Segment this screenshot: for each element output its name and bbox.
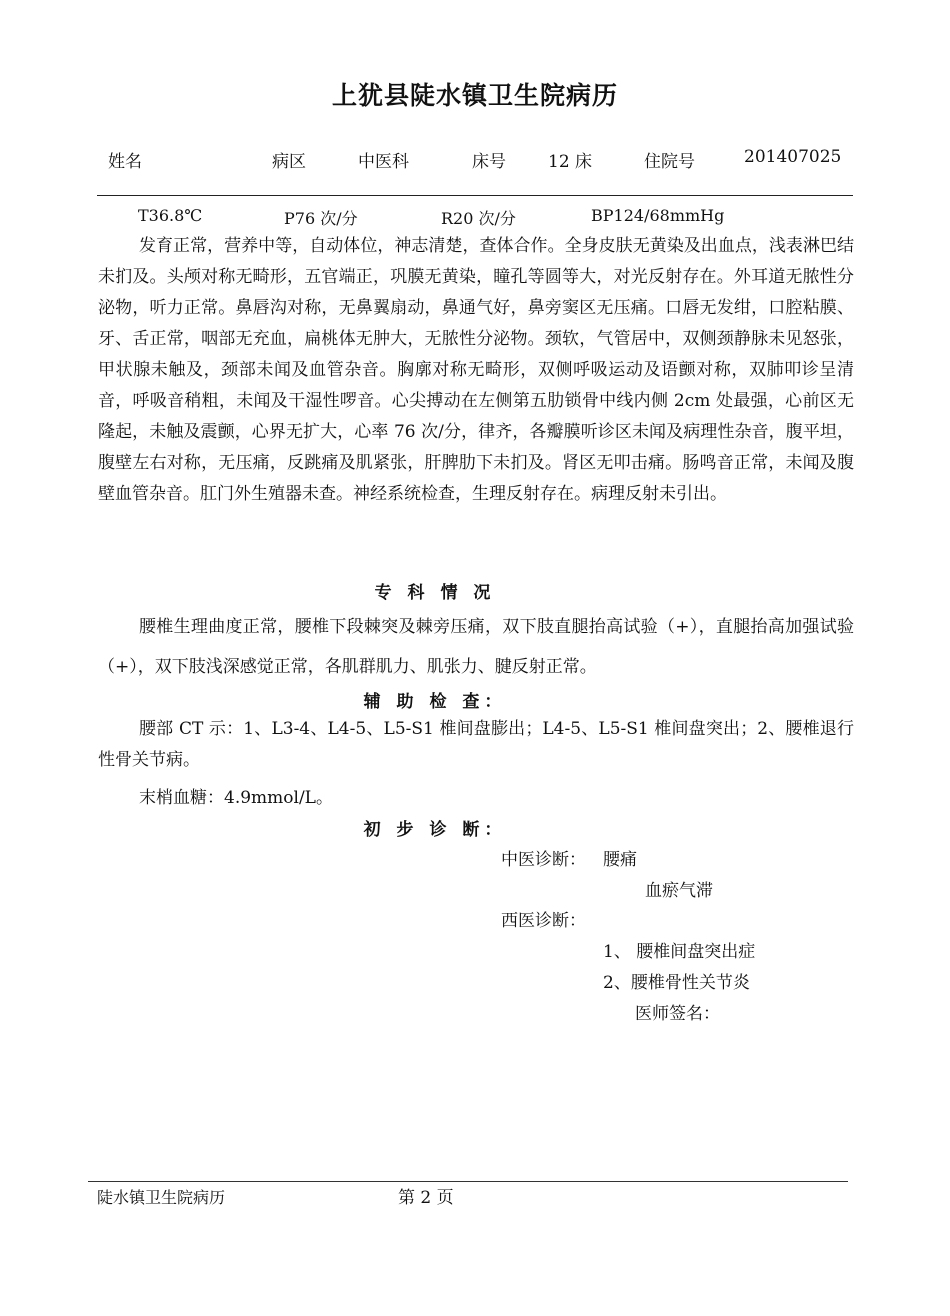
admission-label: 住院号 — [644, 152, 695, 172]
admission-number: 201407025 — [744, 147, 842, 167]
temperature: T36.8℃ — [138, 206, 203, 225]
specialty-paragraph: 腰椎生理曲度正常，腰椎下段棘突及棘旁压痛，双下肢直腿抬高试验（+），直腿抬高加强试验（+），双下肢浅深感觉正常，各肌群肌力、肌张力、腱反射正常。 — [98, 617, 854, 677]
ward-label: 病区 — [272, 152, 306, 172]
doctor-signature-label: 医师签名： — [635, 1004, 720, 1024]
western-diagnosis-item: 2、腰椎骨性关节炎 — [603, 973, 750, 993]
specialty-heading: 专 科 情 况 — [374, 583, 496, 603]
name-label: 姓名 — [108, 152, 142, 172]
diagnosis-heading: 初 步 诊 断： — [363, 820, 507, 840]
auxiliary-heading: 辅 助 检 查： — [363, 692, 507, 712]
header-divider — [97, 195, 853, 196]
page-number: 第 2 页 — [398, 1188, 454, 1208]
ward-value: 中医科 — [358, 152, 409, 172]
tcm-syndrome: 血瘀气滞 — [645, 881, 713, 901]
physical-exam-paragraph: 发育正常，营养中等，自动体位，神志清楚，查体合作。全身皮肤无黄染及出血点，浅表淋巴结未扪及。头颅对称无畸形，五官端正，巩膜无黄染，瞳孔等圆等大，对光反射存在。外耳道无脓性分泌物，听力正常。鼻唇沟对称，无鼻翼扇动，鼻通气好，鼻旁窦区无压痛。口唇无发绀，口腔粘膜、牙、舌正常，咽部无充血，扁桃体无肿大，无脓性分泌物。颈软，气管居中，双侧颈静脉未见怒张，甲状腺未触及，颈部未闻及血管杂音。胸廓对称无畸形，双侧呼吸运动及语颤对称，双肺叩诊呈清音，呼吸音稍粗，未闻及干湿性啰音。心尖搏动在左侧第五肋锁骨中线内侧 2cm 处最强，心前区无隆起，未触及震颤，心界无扩大，心率 76 次/分，律齐，各瓣膜听诊区未闻及病理性杂音，腹平坦，腹壁左右对称，无压痛，反跳痛及肌紧张，肝脾肋下未扪及。肾区无叩击痛。肠鸣音正常，未闻及腹壁血管杂音。肛门外生殖器未查。神经系统检查，生理反射存在。病理反射未引出。 — [98, 236, 854, 504]
bed-label: 床号 — [472, 152, 506, 172]
respiration: R20 次/分 — [441, 209, 516, 228]
western-diagnosis-item: 1、 腰椎间盘突出症 — [603, 942, 756, 962]
blood-pressure: BP124/68mmHg — [591, 206, 725, 225]
ct-result-paragraph: 腰部 CT 示：1、L3-4、L4-5、L5-S1 椎间盘膨出；L4-5、L5-S1 椎间盘突出；2、腰椎退行性骨关节病。 — [98, 719, 854, 770]
bed-value: 12 床 — [548, 152, 593, 172]
document-title: 上犹县陡水镇卫生院病历 — [331, 81, 618, 110]
blood-glucose: 末梢血糖：4.9mmol/L。 — [139, 788, 333, 808]
pulse: P76 次/分 — [284, 209, 358, 228]
tcm-diagnosis-label: 中医诊断： — [501, 850, 586, 870]
footer-title: 陡水镇卫生院病历 — [97, 1188, 226, 1207]
footer-divider — [88, 1181, 848, 1182]
tcm-diagnosis-value: 腰痛 — [603, 850, 637, 870]
western-diagnosis-label: 西医诊断： — [501, 911, 586, 931]
